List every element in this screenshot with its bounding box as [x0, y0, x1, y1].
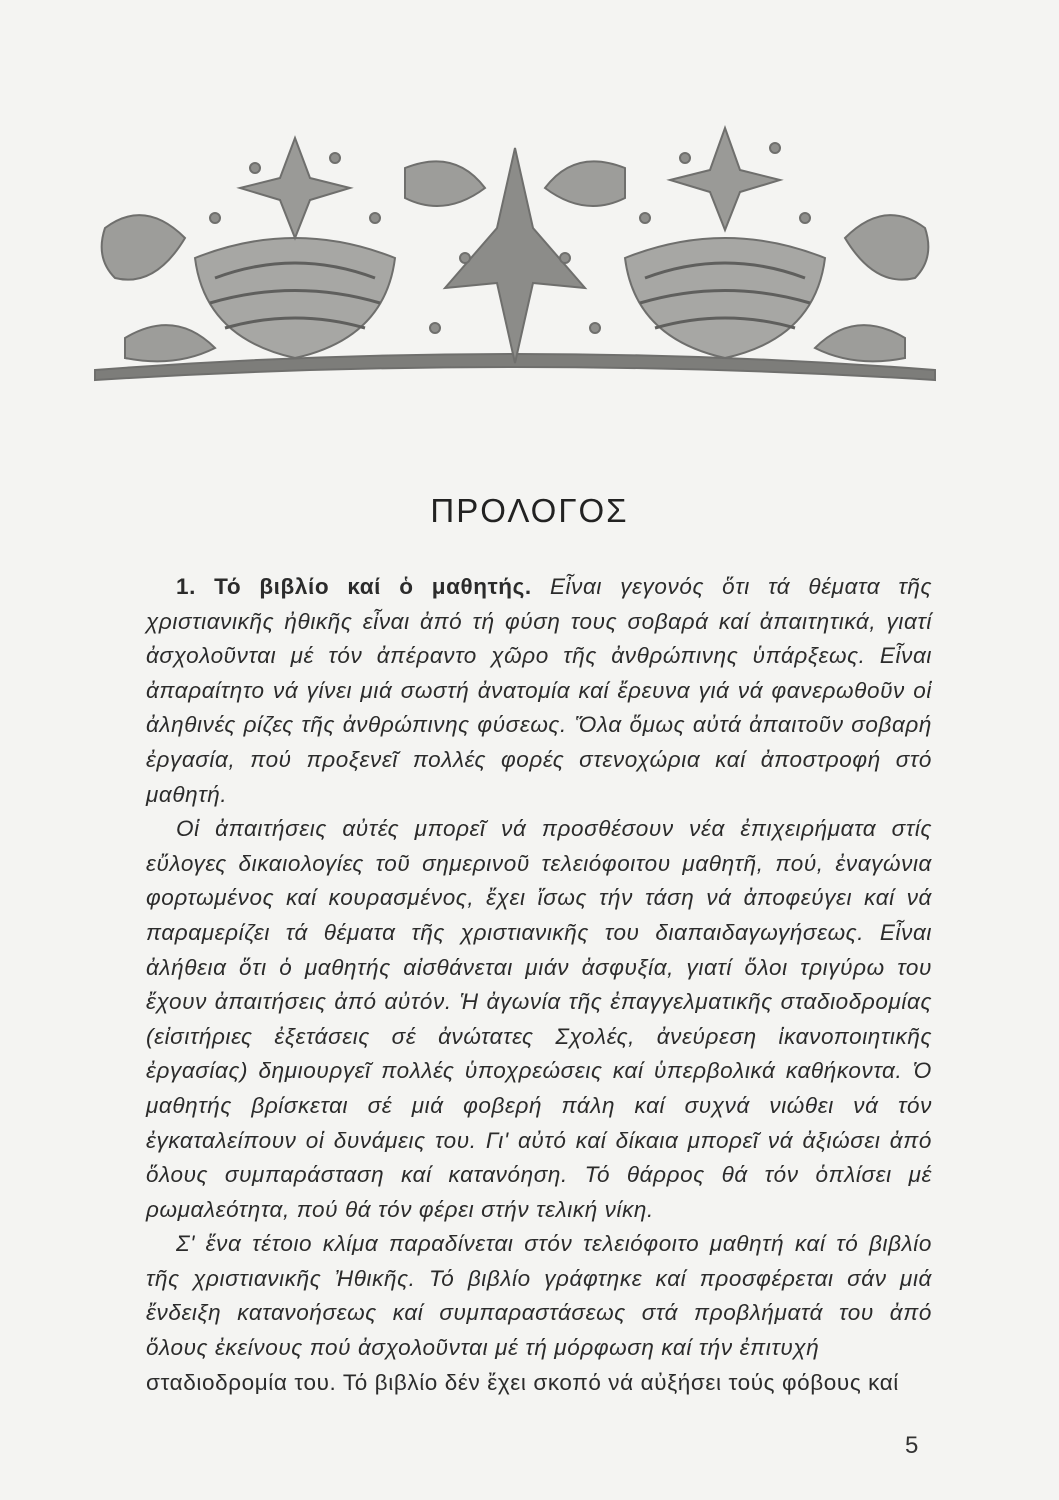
paragraph-2: Οἱ ἀπαιτήσεις αὐτές μπορεῖ νά προσθέσουν νέα ἐπιχειρήματα στίς εὔλογες δικαιολογίες τοῦ σημερινοῦ τελειόφοιτου μαθητῆ, πού, ἐναγώνια φορτωμένος καί κουρασμένος, ἔχει ἴσως τήν τάση νά ἀποφεύγει καί νά παραμερίζει τά θέματα τῆς χριστιανικῆς του διαπαιδαγωγήσεως. Εἶναι ἀλήθεια ὅτι ὁ μαθητής αἰσθάνεται μιάν ἀσφυξία, γιατί ὅλοι τριγύρω του ἔχουν ἀπαιτήσεις ἀπό αὐτόν. Ἡ ἀγωνία τῆς ἐπαγγελματικῆς σταδιοδρομίας (εἰσιτήριες ἐξετάσεις σέ ἀνώτατες Σχολές, ἀνεύρεση ἱκανοποιητικῆς ἐργασίας) δημιουργεῖ πολλές ὑποχρεώσεις καί ὑπερβολικά καθήκοντα. Ὁ μαθητής βρίσκεται σέ μιά φοβερή πάλη καί συχνά νιώθει νά τόν ἐγκαταλείπουν οἱ δυνάμεις του. Γι' αὐτό καί δίκαια μπορεῖ νά ἀξιώσει ἀπό ὅλους συμπαράσταση καί κατανόηση. Τό θάρρος θά τόν ὁπλίσει μέ ρωμαλεότητα, πού θά τόν φέρει στήν τελική νίκη.: [146, 816, 932, 1222]
section-heading: 1. Τό βιβλίο καί ὁ μαθητής.: [176, 574, 532, 599]
page-number: 5: [905, 1432, 919, 1459]
floral-basket-headpiece-ornament: [85, 108, 945, 398]
paragraph-3: Σ' ἕνα τέτοιο κλίμα παραδίνεται στόν τελειόφοιτο μαθητή καί τό βιβλίο τῆς χριστιανικῆς Ἠθικῆς. Τό βιβλίο γράφτηκε καί προσφέρεται σάν μιά ἔνδειξη κατανοήσεως καί συμπαραστάσεως στά προβλήματά του ἀπό ὅλους ἐκείνους πού ἀσχολοῦνται μέ τή μόρφωση καί τήν ἐπιτυχή: [146, 1231, 932, 1361]
page-title: ΠΡΟΛΟΓΟΣ: [430, 492, 629, 529]
body-text: [146, 570, 932, 1400]
paragraph-3-last-line: σταδιοδρομία του. Τό βιβλίο δέν ἔχει σκοπό νά αὐξήσει τούς φόβους καί: [146, 1369, 899, 1395]
paragraph-1: [146, 570, 932, 812]
paragraph-1-text: Εἶναι γεγονός ὅτι τά θέματα τῆς χριστιανικῆς ἠθικῆς εἶναι ἀπό τή φύση τους σοβαρά καί ἀπαιτητικά, γιατί ἀσχολοῦνται μέ τόν ἀπέραντο χῶρο τῆς ἀνθρώπινης ὑπάρξεως. Εἶναι ἀπαραίτητο νά γίνει μιά σωστή ἀνατομία καί ἔρευνα γιά νά φανερωθοῦν οἱ ἀληθινές ρίζες τῆς ἀνθρώπινης φύσεως. Ὅλα ὅμως αὐτά ἀπαιτοῦν σοβαρή ἐργασία, πού προξενεῖ πολλές φορές στενοχώρια καί ἀποστροφή στό μαθητή.: [146, 574, 932, 807]
